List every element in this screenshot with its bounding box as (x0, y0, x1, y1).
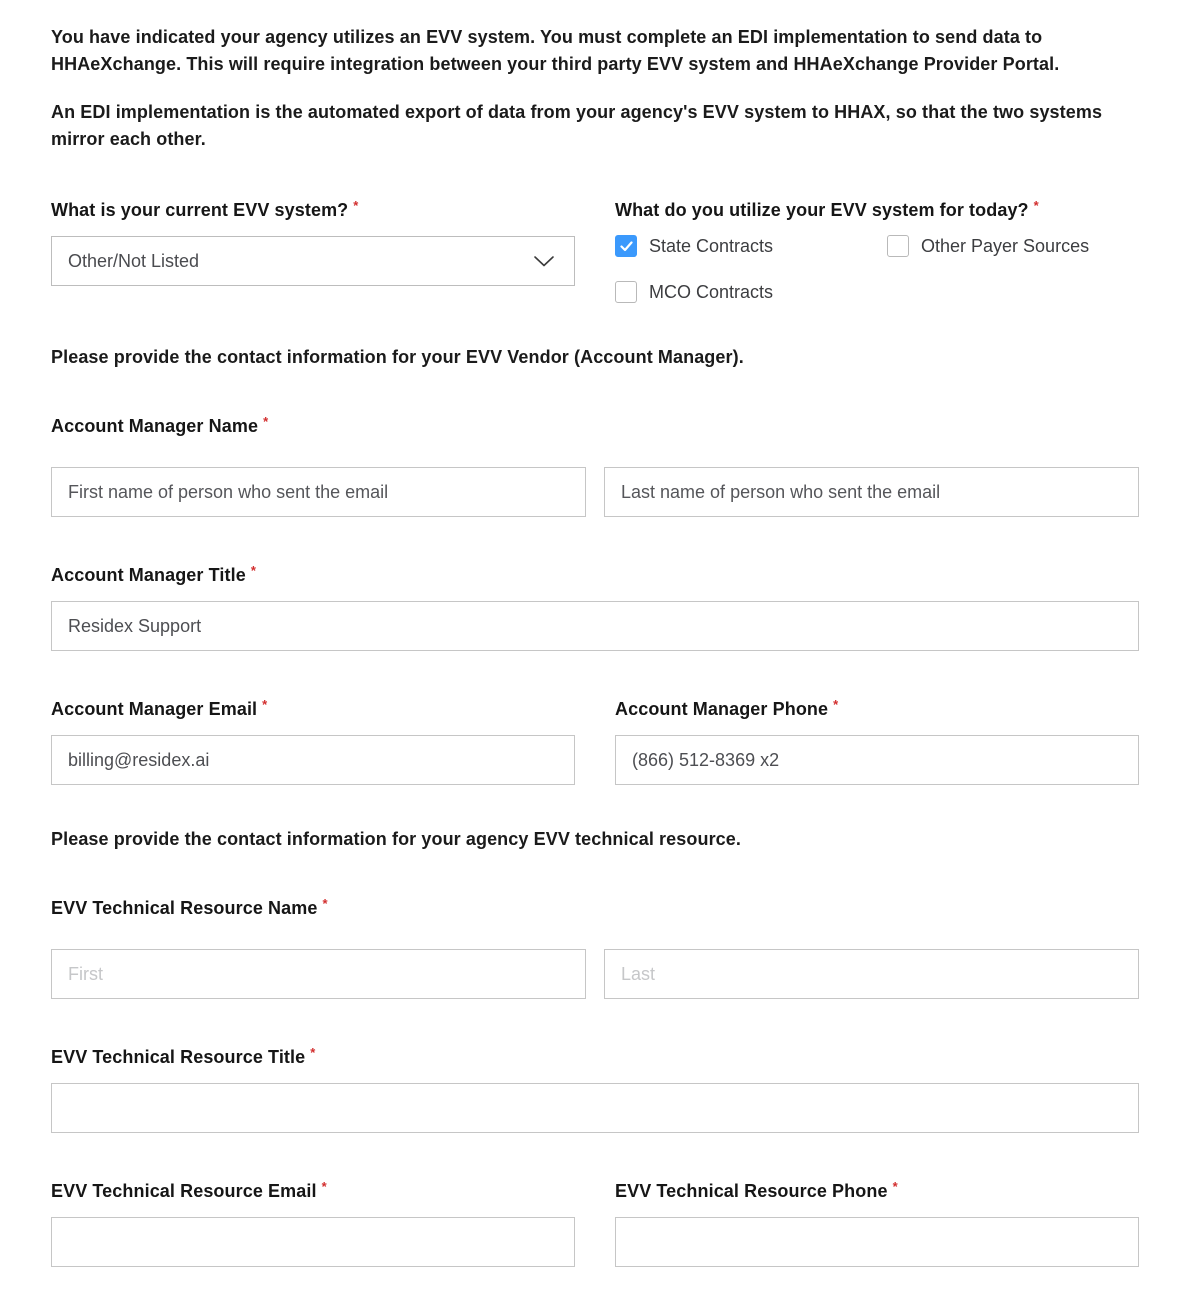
required-asterisk: * (833, 697, 839, 712)
checkbox-icon[interactable] (887, 235, 909, 257)
tech-resource-email-label-text: EVV Technical Resource Email (51, 1181, 317, 1201)
account-manager-title-group (51, 560, 1139, 651)
account-manager-title-input[interactable] (51, 601, 1139, 651)
tech-section-heading: Please provide the contact information for your agency EVV technical resource. (51, 829, 741, 849)
evv-usage-label (615, 195, 1139, 221)
chevron-down-icon (534, 256, 554, 267)
tech-resource-first-name-input[interactable] (51, 949, 586, 999)
required-asterisk: * (262, 697, 268, 712)
tech-resource-title-input[interactable] (51, 1083, 1139, 1133)
tech-resource-title-group (51, 1042, 1139, 1133)
account-manager-email-label (51, 694, 575, 720)
tech-resource-title-label (51, 1042, 1139, 1068)
required-asterisk: * (321, 1179, 327, 1194)
required-asterisk: * (263, 414, 269, 429)
evv-system-select[interactable] (51, 236, 575, 286)
account-manager-title-label (51, 560, 1139, 586)
tech-resource-name-group (51, 893, 1139, 999)
checkbox-label: State Contracts (649, 235, 774, 256)
account-manager-first-name-input[interactable] (51, 467, 586, 517)
account-manager-name-label-text: Account Manager Name (51, 416, 259, 436)
intro-paragraph-2: An EDI implementation is the automated export of data from your agency's EVV system to HHAX, so that the two systems mirror each other. (51, 102, 1103, 149)
checkbox-label: Other Payer Sources (921, 235, 1090, 256)
required-asterisk: * (310, 1045, 316, 1060)
account-manager-name-label (51, 411, 1139, 437)
evv-system-selected-value: Other/Not Listed (68, 250, 200, 271)
tech-resource-phone-input[interactable] (615, 1217, 1139, 1267)
account-manager-phone-label (615, 694, 1139, 720)
evv-usage-label-text: What do you utilize your EVV system for today? (615, 200, 1029, 220)
checkbox-state-contracts[interactable] (615, 235, 887, 257)
required-asterisk: * (250, 563, 256, 578)
evv-system-label (51, 195, 575, 221)
account-manager-email-input[interactable] (51, 735, 575, 785)
tech-resource-name-label (51, 893, 1139, 919)
tech-resource-phone-label-text: EVV Technical Resource Phone (615, 1181, 888, 1201)
account-manager-email-label-text: Account Manager Email (51, 699, 258, 719)
required-asterisk: * (353, 198, 359, 213)
account-manager-phone-label-text: Account Manager Phone (615, 699, 829, 719)
required-asterisk: * (892, 1179, 898, 1194)
tech-resource-contact-row (51, 1176, 1139, 1267)
tech-resource-phone-label (615, 1176, 1139, 1202)
tech-resource-email-label (51, 1176, 575, 1202)
account-manager-contact-row (51, 694, 1139, 785)
evv-system-label-text: What is your current EVV system? (51, 200, 349, 220)
required-asterisk: * (322, 896, 328, 911)
checkbox-mco-contracts[interactable] (615, 281, 887, 303)
tech-resource-last-name-input[interactable] (604, 949, 1139, 999)
checkmark-icon (620, 241, 633, 252)
checkbox-icon[interactable] (615, 235, 637, 257)
account-manager-name-group (51, 411, 1139, 517)
tech-resource-title-label-text: EVV Technical Resource Title (51, 1047, 306, 1067)
tech-resource-email-input[interactable] (51, 1217, 575, 1267)
tech-resource-name-label-text: EVV Technical Resource Name (51, 898, 318, 918)
vendor-section-heading: Please provide the contact information for your EVV Vendor (Account Manager). (51, 347, 744, 367)
account-manager-phone-input[interactable] (615, 735, 1139, 785)
checkbox-other-payer-sources[interactable] (887, 235, 1139, 257)
intro-paragraph-1: You have indicated your agency utilizes an EVV system. You must complete an EDI implementation to send data to HHAeXchange. This will require integration between your third party EVV system and HHAeXchange Provider Portal. (51, 27, 1060, 74)
account-manager-title-label-text: Account Manager Title (51, 565, 246, 585)
evv-usage-options (615, 235, 1139, 303)
checkbox-icon[interactable] (615, 281, 637, 303)
checkbox-label: MCO Contracts (649, 281, 774, 302)
account-manager-last-name-input[interactable] (604, 467, 1139, 517)
required-asterisk: * (1033, 198, 1039, 213)
